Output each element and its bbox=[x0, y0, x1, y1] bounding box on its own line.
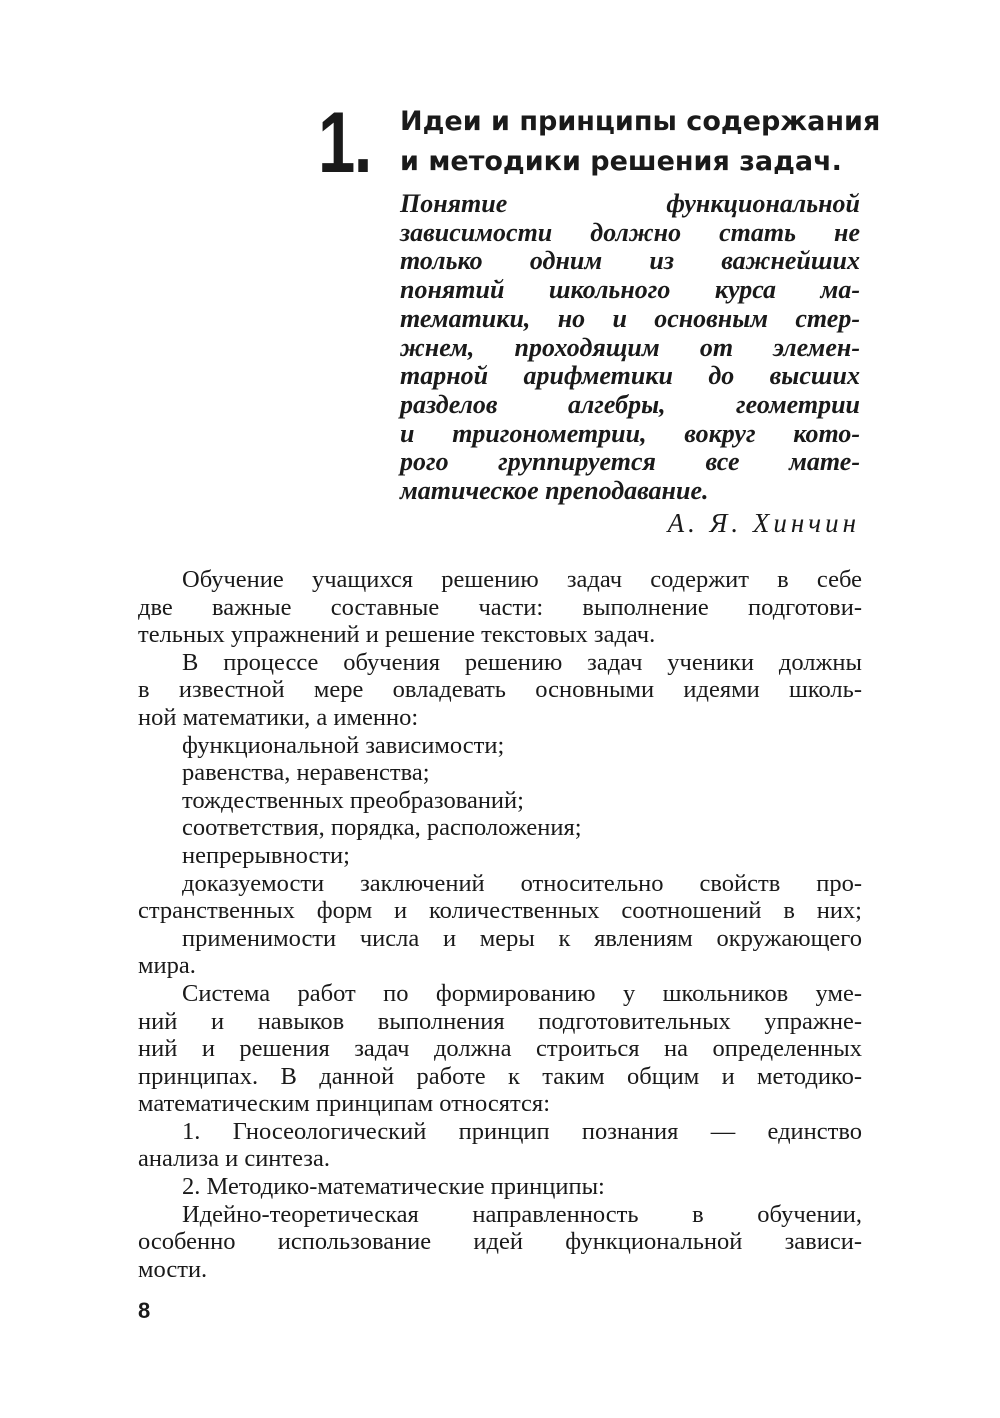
paragraph-line: 2. Методико-математические принципы: bbox=[182, 1173, 605, 1201]
epigraph bbox=[400, 190, 860, 506]
epigraph-author: А. Я. Хинчин bbox=[667, 508, 860, 538]
paragraph-line: 1. Гносеологический принцип познания — единство bbox=[182, 1117, 862, 1145]
paragraph-line: Обучение учащихся решению задач содержит в себе bbox=[182, 566, 862, 593]
paragraph-line: ний и навыков выполнения подготовительных упражне- bbox=[138, 1007, 862, 1035]
chapter-title-line: Идеи и принципы содержания bbox=[400, 106, 881, 137]
epigraph-line: разделов алгебры, геометрии bbox=[400, 389, 860, 419]
list-item: непрерывности; bbox=[182, 841, 350, 869]
paragraph-line: В процессе обучения решению задач ученики должны bbox=[182, 648, 862, 676]
list-item: доказуемости заключений относительно свойств про- bbox=[182, 869, 862, 897]
paragraph-line: математическим принципам относятся: bbox=[138, 1090, 551, 1118]
chapter-title bbox=[400, 102, 880, 182]
paragraph-line: ний и решения задач должна строиться на определенных bbox=[138, 1035, 862, 1063]
list-item-continuation: странственных форм и количественных соотношений в них; bbox=[138, 897, 862, 925]
epigraph-line: жнем, проходящим от элемен- bbox=[400, 332, 860, 362]
paragraph-line: две важные составные части: выполнение подготови- bbox=[138, 593, 862, 621]
chapter-heading bbox=[318, 95, 881, 191]
epigraph-line: понятий школьного курса ма- bbox=[400, 275, 860, 305]
paragraph-line: Система работ по формированию у школьников уме- bbox=[182, 979, 862, 1007]
paragraph-line: в известной мере овладевать основными идеями школь- bbox=[138, 676, 862, 704]
epigraph-line: тематики, но и основным стер- bbox=[400, 303, 860, 333]
list-item: равенства, неравенства; bbox=[182, 759, 430, 787]
paragraph-line: анализа и синтеза. bbox=[138, 1145, 330, 1173]
epigraph-line: Понятие функциональной bbox=[400, 189, 860, 218]
paragraph-line: особенно использование идей функциональной зависи- bbox=[138, 1228, 862, 1256]
paragraph-line: Идейно-теоретическая направленность в обучении, bbox=[182, 1200, 862, 1228]
paragraph-line: тельных упражнений и решение текстовых задач. bbox=[138, 621, 656, 649]
list-item-continuation: мира. bbox=[138, 952, 196, 980]
paragraph-line: принципах. В данной работе к таким общим и методико- bbox=[138, 1062, 862, 1090]
body-text bbox=[138, 566, 862, 1283]
epigraph-line: рого группируется все мате- bbox=[400, 447, 860, 477]
page-number: 8 bbox=[138, 1298, 151, 1323]
epigraph-line: тарной арифметики до высших bbox=[400, 361, 860, 391]
paragraph-line: ной математики, а именно: bbox=[138, 703, 419, 731]
epigraph-line: зависимости должно стать не bbox=[400, 217, 860, 247]
chapter-number: 1. bbox=[318, 95, 371, 191]
list-item: функциональной зависимости; bbox=[182, 731, 505, 759]
epigraph-line: только одним из важнейших bbox=[400, 246, 860, 276]
list-item: применимости числа и меры к явлениям окружающего bbox=[182, 924, 862, 952]
epigraph-line: и тригонометрии, вокруг кото- bbox=[400, 418, 860, 448]
list-item: тождественных преобразований; bbox=[182, 786, 524, 814]
list-item: соответствия, порядка, расположения; bbox=[182, 814, 582, 842]
epigraph-line: матическое преподавание. bbox=[400, 476, 709, 506]
paragraph-line: мости. bbox=[138, 1255, 208, 1283]
chapter-title-line: и методики решения задач. bbox=[400, 146, 842, 177]
